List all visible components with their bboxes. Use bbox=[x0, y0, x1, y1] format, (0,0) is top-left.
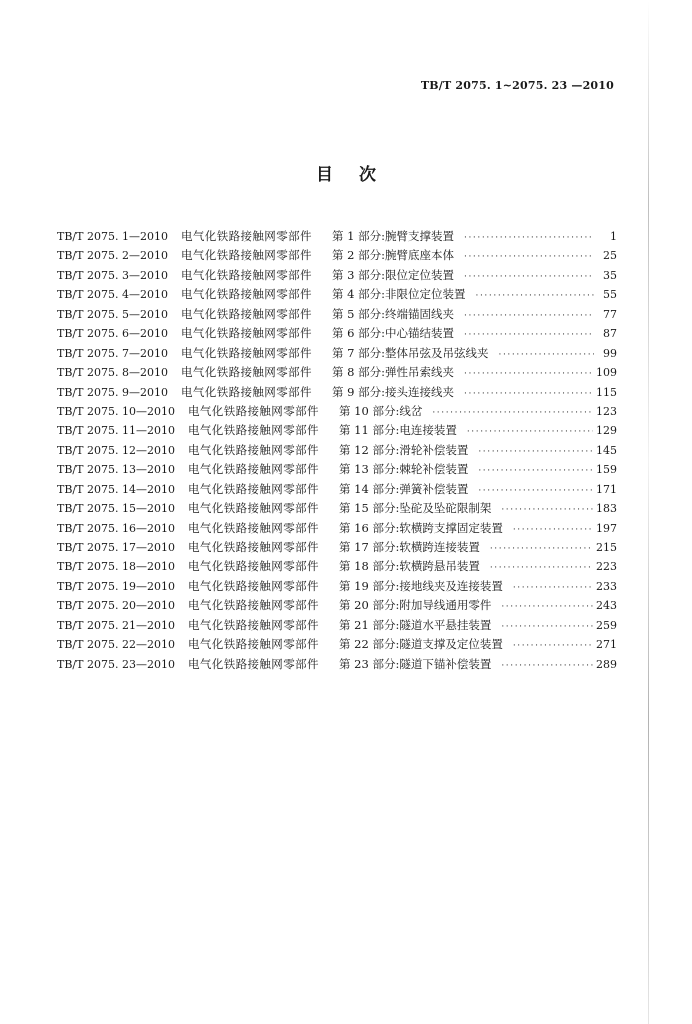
toc-entry bbox=[57, 422, 617, 441]
toc-entry bbox=[57, 228, 617, 247]
toc-entry bbox=[57, 520, 617, 539]
toc-dot-leader bbox=[490, 544, 593, 554]
toc-standard-number: TB/T 2075. 10—2010 bbox=[57, 404, 175, 418]
toc-dot-leader bbox=[478, 466, 593, 476]
toc-part-title: 第 14 部分:弹簧补偿装置 bbox=[339, 481, 469, 496]
toc-entry bbox=[57, 461, 617, 480]
toc-page-number: 1 bbox=[610, 230, 617, 243]
toc-page-number: 271 bbox=[596, 638, 617, 652]
toc-series-title: 电气化铁路接触网零部件 bbox=[181, 365, 312, 380]
toc-series-title: 电气化铁路接触网零部件 bbox=[188, 462, 319, 477]
toc-standard-number: TB/T 2075. 21—2010 bbox=[57, 618, 175, 632]
toc-dot-leader bbox=[501, 661, 593, 671]
toc-series-title: 电气化铁路接触网零部件 bbox=[188, 520, 319, 535]
toc-series-title: 电气化铁路接触网零部件 bbox=[188, 540, 319, 554]
table-of-contents bbox=[57, 228, 617, 675]
toc-entry bbox=[57, 539, 617, 558]
toc-series-title: 电气化铁路接触网零部件 bbox=[188, 656, 319, 671]
toc-entry bbox=[57, 384, 617, 403]
toc-entry bbox=[57, 617, 617, 636]
toc-series-title: 电气化铁路接触网零部件 bbox=[188, 501, 319, 516]
toc-entry bbox=[57, 636, 617, 655]
toc-part-title: 第 23 部分:隧道下锚补偿装置 bbox=[339, 656, 492, 671]
toc-standard-number: TB/T 2075. 1—2010 bbox=[57, 230, 168, 243]
toc-entry bbox=[57, 403, 617, 422]
toc-dot-leader bbox=[464, 389, 593, 399]
toc-standard-number: TB/T 2075. 20—2010 bbox=[57, 599, 175, 613]
toc-entry bbox=[57, 578, 617, 597]
toc-dot-leader bbox=[490, 563, 593, 573]
toc-part-title: 第 22 部分:隧道支撑及定位装置 bbox=[339, 637, 503, 652]
toc-page-number: 171 bbox=[596, 482, 617, 496]
toc-dot-leader bbox=[499, 350, 594, 360]
toc-page-number: 55 bbox=[603, 288, 617, 302]
toc-standard-number: TB/T 2075. 6—2010 bbox=[57, 327, 168, 341]
toc-part-title: 第 20 部分:附加导线通用零件 bbox=[339, 598, 492, 613]
toc-series-title: 电气化铁路接触网零部件 bbox=[188, 559, 319, 574]
toc-part-title: 第 16 部分:软横跨支撑固定装置 bbox=[339, 520, 503, 535]
scan-edge-line bbox=[648, 0, 649, 1024]
toc-part-title: 第 9 部分:接头连接线夹 bbox=[332, 384, 455, 399]
toc-standard-number: TB/T 2075. 9—2010 bbox=[57, 385, 168, 399]
toc-dot-leader bbox=[476, 291, 594, 301]
toc-part-title: 第 11 部分:电连接装置 bbox=[339, 423, 457, 438]
toc-part-title: 第 13 部分:棘轮补偿装置 bbox=[339, 462, 469, 477]
toc-dot-leader bbox=[464, 252, 594, 262]
toc-standard-number: TB/T 2075. 4—2010 bbox=[57, 288, 168, 302]
toc-page-number: 215 bbox=[596, 541, 617, 554]
toc-entry bbox=[57, 247, 617, 266]
toc-part-title: 第 2 部分:腕臂底座本体 bbox=[332, 248, 455, 263]
toc-series-title: 电气化铁路接触网零部件 bbox=[188, 578, 319, 593]
toc-entry bbox=[57, 481, 617, 500]
toc-dot-leader bbox=[464, 369, 593, 379]
toc-series-title: 电气化铁路接触网零部件 bbox=[188, 442, 319, 457]
toc-series-title: 电气化铁路接触网零部件 bbox=[188, 617, 319, 632]
toc-dot-leader bbox=[464, 272, 594, 282]
toc-series-title: 电气化铁路接触网零部件 bbox=[181, 229, 312, 243]
toc-entry bbox=[57, 345, 617, 364]
toc-part-title: 第 19 部分:接地线夹及连接装置 bbox=[339, 578, 503, 593]
toc-page-number: 123 bbox=[596, 404, 617, 418]
toc-standard-number: TB/T 2075. 15—2010 bbox=[57, 502, 175, 516]
toc-series-title: 电气化铁路接触网零部件 bbox=[181, 345, 312, 360]
toc-part-title: 第 15 部分:坠砣及坠砣限制架 bbox=[339, 501, 492, 516]
toc-dot-leader bbox=[513, 641, 593, 651]
toc-page-number: 243 bbox=[596, 599, 617, 613]
toc-entry bbox=[57, 364, 617, 383]
toc-entry bbox=[57, 656, 617, 675]
toc-page-number: 87 bbox=[603, 327, 617, 341]
toc-entry bbox=[57, 558, 617, 577]
toc-entry bbox=[57, 325, 617, 344]
toc-standard-number: TB/T 2075. 22—2010 bbox=[57, 638, 175, 652]
toc-standard-number: TB/T 2075. 18—2010 bbox=[57, 560, 175, 574]
toc-standard-number: TB/T 2075. 16—2010 bbox=[57, 521, 175, 535]
toc-dot-leader bbox=[501, 622, 593, 632]
toc-part-title: 第 21 部分:隧道水平悬挂装置 bbox=[339, 617, 492, 632]
toc-series-title: 电气化铁路接触网零部件 bbox=[188, 423, 319, 438]
toc-dot-leader bbox=[513, 583, 593, 593]
toc-page-number: 77 bbox=[603, 307, 617, 321]
toc-standard-number: TB/T 2075. 2—2010 bbox=[57, 249, 168, 263]
toc-series-title: 电气化铁路接触网零部件 bbox=[188, 403, 319, 418]
toc-part-title: 第 17 部分:软横跨连接装置 bbox=[339, 540, 480, 554]
toc-part-title: 第 8 部分:弹性吊索线夹 bbox=[332, 365, 455, 380]
toc-page-number: 159 bbox=[596, 463, 617, 477]
toc-standard-number: TB/T 2075. 17—2010 bbox=[57, 541, 175, 554]
toc-page-number: 233 bbox=[596, 579, 617, 593]
toc-series-title: 电气化铁路接触网零部件 bbox=[188, 481, 319, 496]
toc-page-number: 259 bbox=[596, 618, 617, 632]
toc-entry bbox=[57, 442, 617, 461]
toc-series-title: 电气化铁路接触网零部件 bbox=[181, 267, 312, 282]
toc-standard-number: TB/T 2075. 7—2010 bbox=[57, 346, 168, 360]
toc-dot-leader bbox=[432, 408, 593, 418]
toc-page-number: 223 bbox=[596, 560, 617, 574]
toc-page-number: 109 bbox=[596, 366, 617, 380]
toc-series-title: 电气化铁路接触网零部件 bbox=[181, 306, 312, 321]
toc-standard-number: TB/T 2075. 3—2010 bbox=[57, 268, 168, 282]
toc-entry bbox=[57, 286, 617, 305]
toc-series-title: 电气化铁路接触网零部件 bbox=[188, 637, 319, 652]
toc-standard-number: TB/T 2075. 13—2010 bbox=[57, 463, 175, 477]
toc-entry bbox=[57, 267, 617, 286]
toc-dot-leader bbox=[478, 447, 593, 457]
toc-page-number: 115 bbox=[596, 385, 617, 399]
toc-dot-leader bbox=[464, 311, 594, 321]
toc-page-number: 129 bbox=[596, 424, 617, 438]
toc-part-title: 第 18 部分:软横跨悬吊装置 bbox=[339, 559, 480, 574]
toc-dot-leader bbox=[501, 602, 593, 612]
toc-dot-leader bbox=[467, 427, 593, 437]
toc-series-title: 电气化铁路接触网零部件 bbox=[188, 598, 319, 613]
toc-part-title: 第 3 部分:限位定位装置 bbox=[332, 267, 455, 282]
toc-part-title: 第 4 部分:非限位定位装置 bbox=[332, 287, 466, 302]
toc-dot-leader bbox=[513, 525, 593, 535]
toc-part-title: 第 1 部分:腕臂支撑装置 bbox=[332, 229, 455, 243]
toc-dot-leader bbox=[501, 505, 593, 515]
running-header: TB/T 2075. 1~2075. 23 —2010 bbox=[420, 79, 614, 92]
toc-entry bbox=[57, 597, 617, 616]
toc-page-number: 289 bbox=[596, 657, 617, 671]
toc-dot-leader bbox=[464, 233, 594, 243]
toc-standard-number: TB/T 2075. 8—2010 bbox=[57, 366, 168, 380]
toc-standard-number: TB/T 2075. 23—2010 bbox=[57, 657, 175, 671]
toc-part-title: 第 7 部分:整体吊弦及吊弦线夹 bbox=[332, 345, 489, 360]
toc-dot-leader bbox=[464, 330, 594, 340]
toc-series-title: 电气化铁路接触网零部件 bbox=[181, 384, 312, 399]
toc-page-number: 35 bbox=[603, 268, 617, 282]
toc-dot-leader bbox=[478, 486, 593, 496]
toc-standard-number: TB/T 2075. 14—2010 bbox=[57, 482, 175, 496]
toc-standard-number: TB/T 2075. 19—2010 bbox=[57, 579, 175, 593]
toc-standard-number: TB/T 2075. 12—2010 bbox=[57, 443, 175, 457]
toc-page-number: 183 bbox=[596, 502, 617, 516]
toc-page-number: 99 bbox=[603, 346, 617, 360]
toc-part-title: 第 10 部分:线岔 bbox=[339, 403, 423, 418]
toc-series-title: 电气化铁路接触网零部件 bbox=[181, 287, 312, 302]
toc-series-title: 电气化铁路接触网零部件 bbox=[181, 248, 312, 263]
toc-entry bbox=[57, 500, 617, 519]
toc-part-title: 第 6 部分:中心锚结装置 bbox=[332, 326, 455, 341]
toc-standard-number: TB/T 2075. 5—2010 bbox=[57, 307, 168, 321]
toc-part-title: 第 12 部分:滑轮补偿装置 bbox=[339, 442, 469, 457]
toc-page-number: 25 bbox=[603, 249, 617, 263]
toc-standard-number: TB/T 2075. 11—2010 bbox=[57, 424, 175, 438]
toc-title: 目次 bbox=[316, 165, 402, 185]
toc-page-number: 145 bbox=[596, 443, 617, 457]
toc-part-title: 第 5 部分:终端锚固线夹 bbox=[332, 306, 455, 321]
toc-series-title: 电气化铁路接触网零部件 bbox=[181, 326, 312, 341]
toc-page-number: 197 bbox=[596, 521, 617, 535]
toc-entry bbox=[57, 306, 617, 325]
